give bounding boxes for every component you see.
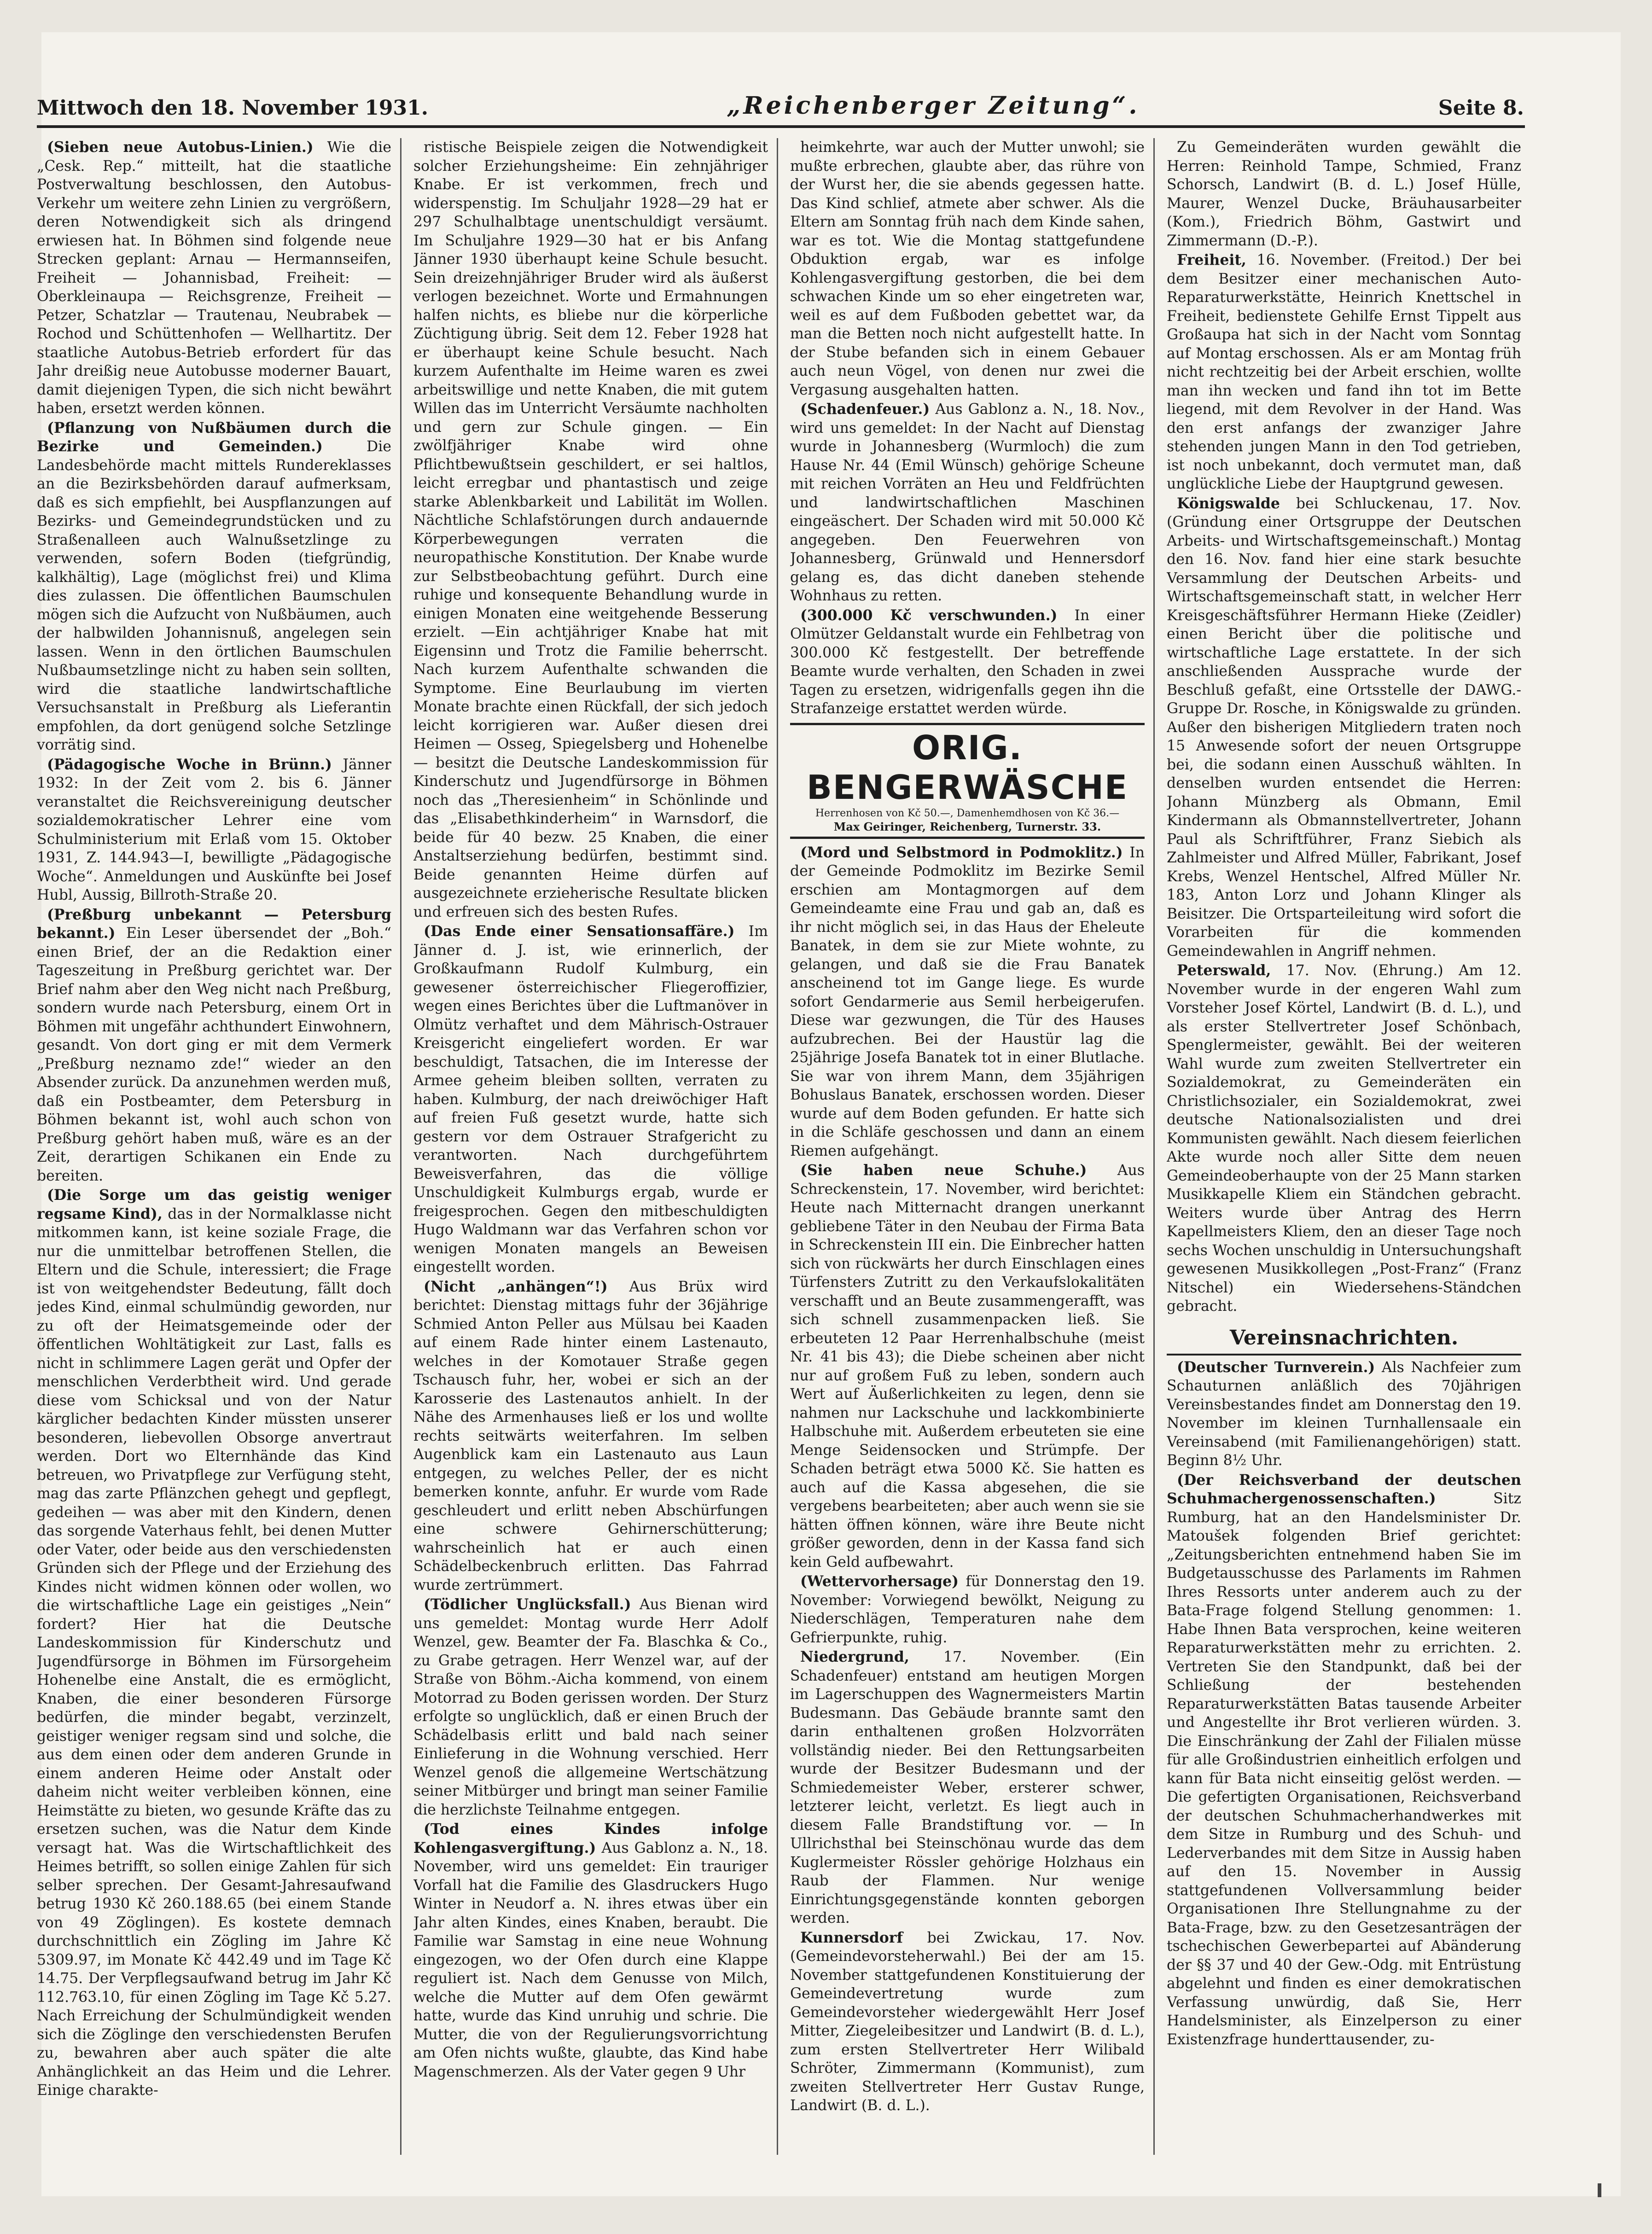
article <box>790 606 1145 718</box>
article-heading: (Pädagogische Woche in Brünn.) <box>47 756 332 773</box>
article-text: heimkehrte, war auch der Mutter unwohl; sie mußte erbrechen, glaubte aber, das rühre von der Wurst her, die sie abends gegessen hatte. Das Kind schlief, atmete aber schwer. Als die Eltern am Sonntag früh nach dem Kinde sahen, war es tot. Wie die Montag stattgefundene Obduktion ergab, war es infolge Kohlengasvergiftung gestorben, die bei dem schwachen Kinde um so eher eingetreten war, weil es auf dem Fußboden gebettet war, da man die Betten noch nicht aufgestellt hatte. In der Stube befanden sich in einem Gebauer auch neun Vögel, von denen nur zwei die Vergasung ausgehalten hatten. <box>790 139 1145 398</box>
advertisement <box>790 723 1145 839</box>
article-text: Sitz Rumburg, hat an den Handelsminister Dr. Matoušek folgenden Brief gerichtet: „Zeitungsberichten entnehmend haben Sie im Budgetausschusse des Parlaments im Rahmen Ihres Ressorts unter anderem auch zu der Bata-Frage folgend Stellung genommen: 1. Habe Ihnen Bata versprochen, keine weiteren Reparaturwerkstätten mehr zu errichten. 2. Vertreten Sie den Standpunkt, daß bei der Schließung der bestehenden Reparaturwerkstätten Batas tausende Arbeiter und Angestellte ihr Brot verlieren würden. 3. Die Einschränkung der Zahl der Filialen müsse für alle Großindustrien einheitlich erfolgen und kann für Bata nicht einseitig gelöst werden. — Die gefertigten Organisationen, Reichsverband der deutschen Schuhmacherhandwerkes mit dem Sitze in Rumburg und des Schuh- und Lederverbandes mit dem Sitze in Aussig haben auf den 15. November in Aussig stattgefundenen Vollversammlung beider Organisationen Ihre Stellungnahme zu der Bata-Frage, bzw. zu den Gesetzesanträgen der tschechischen Gewerbepartei auf Abänderung der §§ 37 und 40 der Gew.-Odg. mit Entrüstung abgelehnt und finden es einer demokratischen Verfassung unwürdig, daß Sie, Herr Handelsminister, als Einzelperson zu einer Existenzfrage hunderttausender, zu- <box>1167 1490 1521 2048</box>
article <box>790 400 1145 605</box>
article <box>413 138 768 921</box>
article-text: das in der Normalklasse nicht mitkommen kann, ist keine soziale Frage, die nur die unmittelbar betroffenen Stellen, die Eltern und die Schule, interessiert; die Frage ist von weitgehendster Bedeutung, fällt doch jedes Kind, einmal schulmündig geworden, nur zu oft der Heimatsgemeinde oder der öffentlichen Wohltätigkeit zur Last, falls es nicht in schlimmere Lagen gerät und Opfer der menschlichen Verderbtheit wird. Und gerade diese vom Schicksal und von der Natur kärglicher bedachten Kinder müssten unserer besonderen, liebevollen Obsorge anvertraut werden. Dort wo Elternhände das Kind betreuen, wo Privatpflege zur Verfügung steht, mag das zarte Pflänzchen gehegt und gepflegt, gedeihen — was aber mit den Kindern, denen das sorgende Vaterhaus fehlt, bei denen Mutter oder Vater, oder beide aus den verschiedensten Gründen sich der Pflege und der Erziehung des Kindes nicht widmen können oder wollen, wo die wirtschaftliche Lage ein geistiges „Nein“ fordert? Hier hat die Deutsche Landeskommission für Kinderschutz und Jugendfürsorge in Böhmen im Fürsorgeheim Hohenelbe eine Anstalt, die es ermöglicht, Knaben, die einer besonderen Fürsorge bedürfen, die minder begabt, verzinzelt, geistiger weniger regsam sind und solche, die aus dem einen oder dem anderen Grunde in einem anderen Heime oder Anstalt oder daheim nicht weiter verbleiben können, eine Heimstätte zu bieten, wo gesunde Kräfte das zu ersetzen suchen, was die Natur dem Kinde versagt hat. Was die Wirtschaftlichkeit des Heimes betrifft, so sollen einige Zahlen für sich selber sprechen. Der Gesamt-Jahresaufwand betrug 1930 Kč 260.188.65 (bei einem Stande von 49 Zöglingen). Es kostete demnach durchschnittlich ein Zögling im Jahre Kč 5309.97, im Monate Kč 442.49 und im Tage Kč 14.75. Der Verpflegsaufwand betrug im Jahr Kč 112.763.10, für einen Zögling im Tage Kč 5.27. Nach Erreichung der Schulmündigkeit wenden sich die Zöglinge den verschiedensten Berufen zu, bewahren aber auch später die alte Anhänglichkeit an das Heim und die Lehrer. Einige charakte- <box>37 1205 391 2099</box>
article-text: In der Gemeinde Podmoklitz im Bezirke Semil erschien am Montagmorgen auf dem Gemeindeamte eine Frau und gab an, daß es ihr nicht möglich sei, in das Haus der Eheleute Banatek, in dem sie zur Miete wohnte, zu gelangen, und daß sie die Frau Banatek anscheinend tot im Gange liege. Es wurde sofort Gendarmerie aus Semil herbeigerufen. Diese war gezwungen, die Tür des Hauses aufzubrechen. Bei der Haustür lag die 25jährige Josefa Banatek tot in einer Blutlache. Sie war von ihrem Mann, dem 35jährigen Bohuslaus Banatek, erschossen worden. Dieser wurde auf dem Boden gefunden. Er hatte sich in die Schläfe geschossen und dann an einem Riemen aufgehängt. <box>790 844 1145 1159</box>
article-text: 16. November. (Freitod.) Der bei dem Besitzer einer mechanischen Auto-Reparaturwerkstätte, Heinrich Knettschel in Freiheit, bedienstete Gehilfe Ernst Tippelt aus Großaupa hat sich in der Nacht vom Sonntag auf Montag erschossen. Als er am Montag früh nicht rechtzeitig bei der Arbeit erschien, wollte man ihn wecken und fand ihn tot im Bette liegend, mit dem Revolver in der Hand. Was den erst anfangs der zwanziger Jahre stehenden jungen Mann in den Tod getrieben, ist noch unbekannt, doch vermutet man, daß unglückliche Liebe der Hauptgrund gewesen. <box>1167 252 1521 492</box>
article <box>1167 1358 1521 1470</box>
article <box>413 1278 768 1595</box>
column-4 <box>1167 138 1521 2155</box>
article <box>413 922 768 1277</box>
issue-date: Mittwoch den 18. November 1931. <box>37 96 429 120</box>
article-heading: Königswalde <box>1177 495 1280 512</box>
page-header <box>37 78 1524 120</box>
article-text: Als Nachfeier zum Schauturnen anläßlich des 70jährigen Vereinsbestandes findet am Donnerstag den 19. November im kleinen Turnhallensaale ein Vereinsabend (mit Familienangehörigen) statt. Beginn 8½ Uhr. <box>1167 1359 1521 1469</box>
article <box>413 1820 768 2081</box>
column-divider <box>777 138 778 2155</box>
ad-title: ORIG. BENGERWÄSCHE <box>806 728 1128 807</box>
article-heading: (Die Sorge um das geistig weniger regsame Kind), <box>37 1187 391 1222</box>
ad-prices: Herrenhosen von Kč 50.—, Damenhemdhosen von Kč 36.— <box>815 807 1120 819</box>
article <box>790 1161 1145 1571</box>
article <box>790 138 1145 399</box>
article-heading: Niedergrund, <box>800 1648 909 1665</box>
article-heading: Kunnersdorf <box>800 1929 903 1946</box>
article <box>1167 961 1521 1316</box>
article-heading: (Deutscher Turnverein.) <box>1177 1358 1375 1376</box>
article-heading: (Schadenfeuer.) <box>800 401 930 418</box>
header-rule <box>37 125 1525 128</box>
article-text: Aus Brüx wird berichtet: Dienstag mittags fuhr der 36jährige Schmied Anton Peller aus Mülsau bei Kaaden auf einem Rade hinter einem Lastenauto, welches in der Komotauer Straße gegen Tschausch fuhr, her, wobei er sich an der Karosserie des Lastenautos anhielt. In der Nähe des Armenhauses ließ er los und wollte rechts seitwärts weiterfahren. Im selben Augenblick kam ein Lastenauto aus Laun entgegen, zu welches Peller, der es nicht bemerken konnte, anfuhr. Er wurde vom Rade geschleudert und erlitt neben Abschürfungen eine schwere Gehirnerschütterung; wahrscheinlich hat er auch einen Schädelbeckenbruch erlitten. Das Fahrrad wurde zertrümmert. <box>413 1278 768 1594</box>
article-text: 17. Nov. (Ehrung.) Am 12. November wurde in der engeren Wahl zum Vorsteher Josef Körtel, Landwirt (B. d. L.), und als erster Stellvertreter Josef Schönbach, Spenglermeister, gewählt. Bei der weiteren Wahl wurde zum zweiten Stellvertreter ein Sozialdemokrat, zu Gemeinderäten ein Christlichsozialer, ein Sozialdemokrat, zwei deutsche Nationalsozialisten und drei Kommunisten gewählt. Nach diesem feierlichen Akte wurde noch aller Sitte dem neuen Gemeindeoberhaupte von der 25 Mann starken Musikkapelle Kliem ein Ständchen gebracht. Weiters wurde über Antrag des Herrn Kapellmeisters Kliem, den an dieser Tage noch sechs Wochen unschuldig in Untersuchungshaft gewesenen Musikkollegen „Post-Franz“ (Franz Nitschel) ein Wiedersehens-Ständchen gebracht. <box>1167 962 1521 1315</box>
article-heading: (Sieben neue Autobus-Linien.) <box>47 139 314 156</box>
article <box>1167 495 1521 961</box>
section-title: Vereinsnachrichten. <box>1167 1324 1521 1356</box>
article <box>37 1186 391 2100</box>
column-3 <box>790 138 1145 2155</box>
article <box>37 419 391 755</box>
article-text: Aus Gablonz a. N., 18. Nov., wird uns gemeldet: In der Nacht auf Dienstag wurde in Johannesberg (Wurmloch) die zum Hause Nr. 44 (Emil Wünsch) gehörige Scheune mit reichen Vorräten an Heu und Feldfrüchten und landwirtschaftlichen Maschinen eingeäschert. Der Schaden wird mit 50.000 Kč angegeben. Den Feuerwehren von Johannesberg, Grünwald und Hennersdorf gelang es, das dicht daneben stehende Wohnhaus zu retten. <box>790 401 1145 604</box>
article-text: Jänner 1932: In der Zeit vom 2. bis 6. Jänner veranstaltet die Reichsvereinigung deutscher sozialdemokratischer Lehrer eine vom Schulministerium mit Erlaß vom 15. Oktober 1931, Z. 144.943—I, bewilligte „Pädagogische Woche“. Anmeldungen und Auskünfte bei Josef Hubl, Aussig, Billroth-Straße 20. <box>37 756 391 903</box>
article-text: bei Zwickau, 17. Nov. (Gemeindevorsteherwahl.) Bei der am 15. November stattgefundenen Konstituierung der Gemeindevertretung wurde zum Gemeindevorsteher wiedergewählt Herr Josef Mitter, Ziegeleibesitzer und Landwirt (B. d. L.), zum ersten Stellvertreter Herr Wilibald Schröter, Zimmermann (Kommunist), zum zweiten Stellvertreter Herr Gustav Runge, Landwirt (B. d. L.). <box>790 1929 1145 2114</box>
masthead-title: „Reichenberger Zeitung“. <box>727 92 1140 120</box>
article-heading: (Mord und Selbstmord in Podmoklitz.) <box>800 844 1123 861</box>
article-heading: (300.000 Kč verschwunden.) <box>800 606 1058 624</box>
article <box>413 1595 768 1819</box>
article-text: ristische Beispiele zeigen die Notwendigkeit solcher Erziehungsheime: Ein zehnjähriger Knabe. Er ist verkommen, frech und widerspenstig. Im Schuljahr 1928—29 hat er 297 Schulhalbtage unentschuldigt versäumt. Im Schuljahre 1929—30 hat er bis Anfang Jänner 1930 überhaupt keine Schule besucht. Sein dreizehnjähriger Bruder wird als äußerst verlogen bezeichnet. Worte und Ermahnungen halfen nichts, es bliebe nur die körperliche Züchtigung übrig. Seit dem 12. Feber 1928 hat er überhaupt keine Schule besucht. Nach kurzem Aufenthalte im Heime waren es zwei arbeitswillige und nette Knaben, die mit gutem Willen das im Unterricht Versäumte nachholten und gern zur Schule gingen. — Ein zwölfjähriger Knabe wird ohne Pflichtbewußtsein geschildert, er sei haltlos, leicht erregbar und phantastisch und zeige starke Ablenkbarkeit und Labilität im Wollen. Nächtliche Schlafstörungen durch andauernde Körperbewegungen verraten die neuropathische Konstitution. Der Knabe wurde zur Selbstbeobachtung geführt. Durch eine ruhige und konsequente Behandlung wurde in einigen Monaten eine weitgehende Besserung erzielt. —Ein achtjähriger Knabe hat mit Eigensinn und Trotz die Familie beherrscht. Nach kurzem Aufenthalte schwanden die Symptome. Eine Beurlaubung im vierten Monate brachte einen Rückfall, der sich jedoch leicht korrigieren war. Außer diesen drei Heimen — Osseg, Spiegelsberg und Hohenelbe — besitzt die Deutsche Landeskommission für Kinderschutz und Jugendfürsorge in Böhmen noch das „Theresienheim“ in Schönlinde und das „Elisabethkinderheim“ in Warnsdorf, die beide für 40 bezw. 25 Knaben, die einer Anstaltserziehung bedürfen, bestimmt sind. Beide genannten Heime dürfen auf ausgezeichnete erzieherische Resultate blicken und erfreuen sich des besten Rufes. <box>413 139 768 920</box>
column-divider <box>1153 138 1155 2155</box>
article-heading: (Der Reichsverband der deutschen Schuhmachergenossenschaften.) <box>1167 1471 1521 1507</box>
article <box>37 756 391 905</box>
article <box>790 1572 1145 1647</box>
article-text: für Donnerstag den 19. November: Vorwiegend bewölkt, Neigung zu Niederschlägen, Temperaturen nahe dem Gefrierpunkte, ruhig. <box>790 1573 1145 1646</box>
article-heading: Freiheit, <box>1177 251 1246 268</box>
article-heading: (Das Ende einer Sensationsaffäre.) <box>424 923 735 940</box>
article-heading: (Nicht „anhängen“!) <box>424 1278 608 1295</box>
article <box>37 906 391 1186</box>
article <box>37 138 391 418</box>
column-2 <box>413 138 768 2155</box>
scan-mark <box>1598 2183 1601 2197</box>
article-text: In einer Olmützer Geldanstalt wurde ein Fehlbetrag von 300.000 Kč festgestellt. Der betreffende Beamte wurde verhalten, den Schaden in zwei Tagen zu ersetzen, widrigenfalls gegen ihn die Strafanzeige erstattet werden würde. <box>790 607 1145 717</box>
article-text: Zu Gemeinderäten wurden gewählt die Herren: Reinhold Tampe, Schmied, Franz Schorsch, Landwirt (B. d. L.) Josef Hülle, Maurer, Wenzel Ducke, Bräuhausarbeiter (Kom.), Friedrich Böhm, Gastwirt und Zimmermann (D.-P.). <box>1167 139 1521 249</box>
article-heading: (Sie haben neue Schuhe.) <box>800 1162 1087 1179</box>
column-divider <box>400 138 401 2155</box>
article <box>790 1648 1145 1928</box>
article-text: Ein Leser übersendet der „Boh.“ einen Brief, der an die Redaktion einer Tageszeitung in Preßburg gerichtet war. Der Brief nahm aber den Weg nicht nach Preßburg, sondern wurde nach Petersburg, einem Ort in Böhmen mit ungefähr achthundert Einwohnern, gesandt. Von dort ging er mit dem Vermerk „Preßburg neznamo zde!“ wieder an den Absender zurück. Da anzunehmen werden muß, daß ein Postbeamter, dem Petersburg in Böhmen bekannt ist, wohl auch schon von Preßburg gehört haben muß, wäre es an der Zeit, derartigen Schikanen ein Ende zu bereiten. <box>37 925 391 1184</box>
article-heading: Peterswald, <box>1177 962 1271 979</box>
article-heading: (Wettervorhersage) <box>800 1573 959 1590</box>
article <box>790 1929 1145 2115</box>
article <box>1167 138 1521 250</box>
article-text: Wie die „Cesk. Rep.“ mitteilt, hat die staatliche Postverwaltung beschlossen, den Autobus-Verkehr um weitere zehn Linien zu vergrößern, deren Notwendigkeit sich als dringend erwiesen hat. In Böhmen sind folgende neue Strecken geplant: Arnau — Hermannseifen, Freiheit — Johannisbad, Freiheit: — Oberkleinaupa — Reichsgrenze, Freiheit — Petzer, Schatzlar — Trautenau, Neubrabek — Rochod und Schüttenhofen — Wellhartitz. Der staatliche Autobus-Betrieb erfordert für das Jahr dreißig neue Autobusse moderner Bauart, damit diejenigen Typen, die sich nicht bewährt haben, ersetzt werden können. <box>37 139 391 417</box>
page-number: Seite 8. <box>1438 96 1524 120</box>
article-text: Die Landesbehörde macht mittels Rundereklasses an die Bezirksbehörden darauf aufmerksam, daß es sich empfiehlt, bei Auspflanzungen auf Bezirks- und Gemeindegrundstücken und zu Straßenalleen auch Walnußsetzlinge zu verwenden, sofern Boden (tiefgründig, kalkhältig), Lage (möglichst frei) und Klima dies zulassen. Die öffentlichen Baumschulen mögen sich die Aufzucht von Nußbäumen, auch der halbwilden Johannisnuß, angelegen sein lassen. Wenn in den örtlichen Baumschulen Nußbaumsetzlinge nicht zu haben sein sollten, wird die staatliche landwirtschaftliche Versuchsanstalt in Preßburg als Lieferantin empfohlen, da dort genügend solche Setzlinge vorrätig sind. <box>37 438 391 753</box>
article <box>1167 1471 1521 2049</box>
ad-address: Max Geiringer, Reichenberg, Turnerstr. 33. <box>833 820 1101 833</box>
article <box>1167 251 1521 494</box>
column-1 <box>37 138 391 2155</box>
article-text: Aus Schreckenstein, 17. November, wird berichtet: Heute nach Mitternacht drangen unerkannt gebliebene Täter in den Neubau der Firma Bata in Schreckenstein III ein. Die Einbrecher hatten sich von rückwärts her durch Einschlagen eines Türfensters Zutritt zu den Verkaufslokalitäten verschafft und an Beute zusammengerafft, was sich schnell zusammenpacken ließ. Sie erbeuteten 12 Paar Herrenhalbschuhe (meist Nr. 41 bis 43); die Diebe scheinen aber nicht nur auf großem Fuß zu leben, sondern auch Wert auf Äußerlichkeiten zu legen, denn sie nahmen nur Lackschuhe und lackkombinierte Halbschuhe mit. Außerdem erbeuteten sie eine Menge Seidensocken und Strümpfe. Der Schaden beträgt etwa 5000 Kč. Sie hatten es auch auf die Kassa abgesehen, die sie vergebens bearbeiteten; aber auch wenn sie sie hätten öffnen können, wäre ihre Beute nicht größer geworden, denn in der Kassa fand sich kein Geld aufbewahrt. <box>790 1162 1145 1571</box>
article-heading: (Pflanzung von Nußbäumen durch die Bezirke und Gemeinden.) <box>37 419 391 455</box>
article-heading: (Tödlicher Unglücksfall.) <box>424 1596 631 1613</box>
article-text: Im Jänner d. J. ist, wie erinnerlich, der Großkaufmann Rudolf Kulmburg, ein gewesener österreichischer Fliegeroffizier, wegen eines Berichtes über die Luftmanöver in Olmütz verhaftet und dem Mährisch-Ostrauer Kreisgericht eingeliefert worden. Er war beschuldigt, Tatsachen, die im Interesse der Armee geheim bleiben sollten, verraten zu haben. Kulmburg, der nach dreiwöchiger Haft auf freien Fuß gesetzt wurde, hatte sich gestern vor dem Ostrauer Strafgericht zu verantworten. Nach durchgeführtem Beweisverfahren, das die völlige Unschuldigkeit Kulmburgs ergab, wurde er freigesprochen. Gegen den mitbeschuldigten Hugo Waldmann war das Verfahren schon vor wenigen Monaten mangels an Beweisen eingestellt worden. <box>413 923 768 1275</box>
article <box>790 844 1145 1161</box>
article-heading: (Tod eines Kindes infolge Kohlengasvergiftung.) <box>413 1821 768 1856</box>
article-heading: (Preßburg unbekannt — Petersburg bekannt.) <box>37 906 391 942</box>
article-text: Aus Bienan wird uns gemeldet: Montag wurde Herr Adolf Wenzel, gew. Beamter der Fa. Blaschka & Co., zu Grabe getragen. Herr Wenzel war, auf der Straße von Böhm.-Aicha kommend, von einem Motorrad zu Boden gerissen worden. Der Sturz erfolgte so unglücklich, daß er einen Bruch der Schädelbasis erlitt und bald nach seiner Einlieferung in die Wohnung verschied. Herr Wenzel genoß die allgemeine Wertschätzung seiner Mitbürger und bringt man seiner Familie die herzlichste Teilnahme entgegen. <box>413 1596 768 1818</box>
article-text: Aus Gablonz a. N., 18. November, wird uns gemeldet: Ein trauriger Vorfall hat die Familie des Glasdruckers Hugo Winter in Neudorf a. N. ihres etwas über ein Jahr alten Kindes, eines Knaben, beraubt. Die Familie war Samstag in eine neue Wohnung eingezogen, wo der Ofen durch eine Klappe reguliert ist. Nach dem Genusse von Milch, welche die Mutter auf dem Ofen gewärmt hatte, wurde das Kind unruhig und schrie. Die Mutter, die von der Regulierungsvorrichtung am Ofen nichts wußte, glaubte, das Kind habe Magenschmerzen. Als der Vater gegen 9 Uhr <box>413 1839 768 2080</box>
article-text: 17. November. (Ein Schadenfeuer) entstand am heutigen Morgen im Lagerschuppen des Wagnermeisters Martin Budesmann. Das Gebäude brannte samt den darin enthaltenen großen Holzvorräten vollständig nieder. Bei den Rettungsarbeiten wurde der Besitzer Budesmann und der Schmiedemeister Weber, ersterer schwer, letzterer leicht, verletzt. Es liegt auch in diesem Falle Brandstiftung vor. — In Ullrichsthal bei Steinschönau wurde das dem Kuglermeister Rössler gehörige Holzhaus ein Raub der Flammen. Nur wenige Einrichtungsgegenstände konnten geborgen werden. <box>790 1649 1145 1926</box>
article-text: bei Schluckenau, 17. Nov. (Gründung einer Ortsgruppe der Deutschen Arbeits- und Wirtschaftsgemeinschaft.) Montag den 16. Nov. fand hier eine stark besuchte Versammlung der Deutschen Arbeits- und Wirtschaftsgemeinschaft statt, in welcher Herr Kreisgeschäftsführer Hermann Hieke (Zeidler) einen Bericht über die politische und wirtschaftliche Lage erstattete. In der sich anschließenden Aussprache wurde der Beschluß gefaßt, eine Ortsstelle der DAWG.-Gruppe Dr. Rosche, in Königswalde zu gründen. Außer den bisherigen Mitgliedern traten noch 15 Anwesende sofort der neuen Ortsgruppe bei, die sodann einen Ausschuß wählten. In denselben wurden entsendet die Herren: Johann Münzberg als Obmann, Emil Kindermann als Obmannstellvertreter, Johann Paul als Schriftführer, Franz Siebich als Zahlmeister und Alfred Müller, Fabrikant, Josef Krebs, Wenzel Hentschel, Alfred Müller Nr. 183, Anton Lorz und Johann Klinger als Beisitzer. Die Ortsparteileitung wird sofort die Vorarbeiten für die kommenden Gemeindewahlen in Angriff nehmen. <box>1167 495 1521 960</box>
